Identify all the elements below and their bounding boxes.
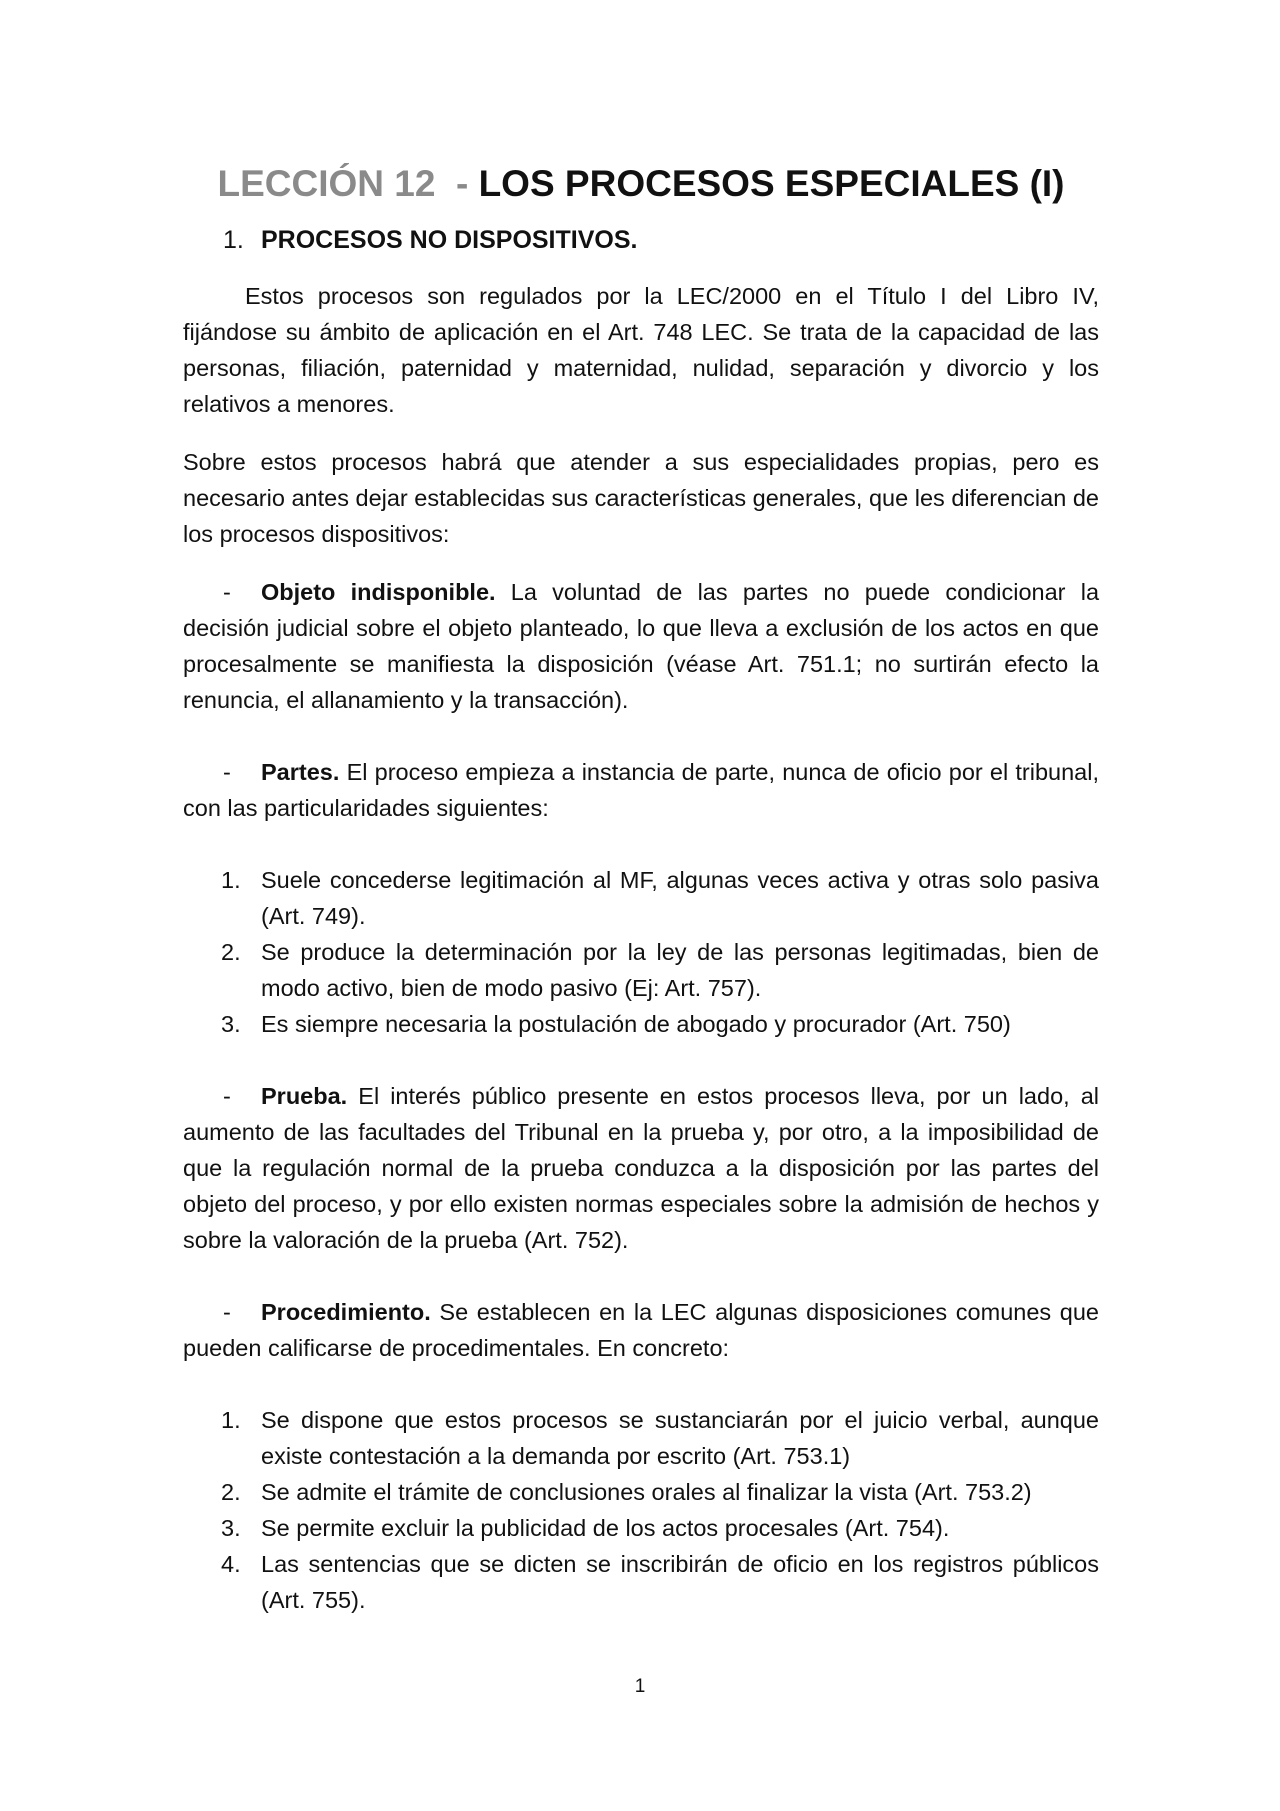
list-text: Se produce la determinación por la ley de las personas legitimadas, bien de modo activo, bien de modo pasivo (Ej: Art. 757). [261, 939, 1099, 1001]
bullet-dash: - [223, 1299, 231, 1325]
list-item [183, 1510, 1099, 1546]
bullet-partes [183, 754, 1099, 826]
list-text: Se admite el trámite de conclusiones orales al finalizar la vista (Art. 753.2) [261, 1479, 1032, 1505]
bullet-dash: - [223, 579, 231, 605]
bullet-procedimiento [183, 1294, 1099, 1366]
list-number: 3. [221, 1011, 241, 1037]
page-number: 1 [634, 1676, 646, 1697]
bullet-dash: - [223, 1083, 231, 1109]
title-separator: - [455, 163, 469, 204]
bullet-text: El interés público presente en estos procesos lleva, por un lado, al aumento de las facultades del Tribunal en la prueba y, por otro, a la imposibilidad de que la regulación normal de la prueba conduzca a la disposición por las partes del objeto del proceso, y por ello existen normas especiales sobre la admisión de hechos y sobre la valoración de la prueba (Art. 752). [183, 1083, 1100, 1253]
list-item [183, 1474, 1099, 1510]
list-number: 1. [221, 867, 241, 893]
bullet-label: Prueba. [261, 1083, 348, 1109]
bullet-dash: - [223, 759, 231, 785]
bullet-objeto [183, 574, 1099, 718]
list-item [183, 1402, 1099, 1474]
section-title: PROCESOS NO DISPOSITIVOS. [261, 226, 638, 254]
list-number: 4. [221, 1551, 241, 1577]
general-paragraph: Sobre estos procesos habrá que atender a sus especialidades propias, pero es necesario antes dejar establecidas sus características generales, que les diferencian de los procesos dispositivos: [183, 449, 1099, 547]
section-heading [183, 222, 1099, 258]
page-content [183, 150, 1099, 1618]
section-number: 1. [223, 226, 244, 254]
list-text: Se permite excluir la publicidad de los actos procesales (Art. 754). [261, 1515, 950, 1541]
procedimiento-list [183, 1402, 1099, 1618]
bullet-prueba [183, 1078, 1099, 1258]
bullet-label: Partes. [261, 759, 340, 785]
lesson-label: LECCIÓN 12 [217, 163, 436, 204]
bullet-text: El proceso empieza a instancia de parte, nunca de oficio por el tribunal, con las particularidades siguientes: [183, 759, 1099, 821]
bullet-label: Objeto indisponible. [261, 579, 496, 605]
list-number: 2. [221, 939, 241, 965]
list-number: 2. [221, 1479, 241, 1505]
list-number: 3. [221, 1515, 241, 1541]
list-text: Es siempre necesaria la postulación de abogado y procurador (Art. 750) [261, 1011, 1011, 1037]
list-text: Las sentencias que se dicten se inscribirán de oficio en los registros públicos (Art. 755). [261, 1551, 1099, 1613]
intro-paragraph: Estos procesos son regulados por la LEC/2000 en el Título I del Libro IV, fijándose su ámbito de aplicación en el Art. 748 LEC. Se trata de la capacidad de las personas, filiación, paternidad y maternidad, nulidad, separación y divorcio y los relativos a menores. [183, 283, 1099, 417]
list-text: Se dispone que estos procesos se sustanciarán por el juicio verbal, aunque existe contestación a la demanda por escrito (Art. 753.1) [261, 1407, 1099, 1469]
lesson-topic: LOS PROCESOS ESPECIALES (I) [478, 163, 1065, 204]
bullet-label: Procedimiento. [261, 1299, 431, 1325]
list-text: Suele concederse legitimación al MF, algunas veces activa y otras solo pasiva (Art. 749). [261, 867, 1099, 929]
list-item [183, 1546, 1099, 1618]
list-item [183, 1006, 1099, 1042]
list-number: 1. [221, 1407, 241, 1433]
partes-list [183, 862, 1099, 1042]
list-item [183, 934, 1099, 1006]
bullet-text: La voluntad de las partes no puede condicionar la decisión judicial sobre el objeto planteado, lo que lleva a exclusión de los actos en que procesalmente se manifiesta la disposición (véase Art. 751.1; no surtirán efecto la renuncia, el allanamiento y la transacción). [183, 579, 1100, 713]
bullet-text: Se establecen en la LEC algunas disposiciones comunes que pueden calificarse de procedimentales. En concreto: [183, 1299, 1099, 1361]
list-item [183, 862, 1099, 934]
page-title [183, 160, 1099, 208]
